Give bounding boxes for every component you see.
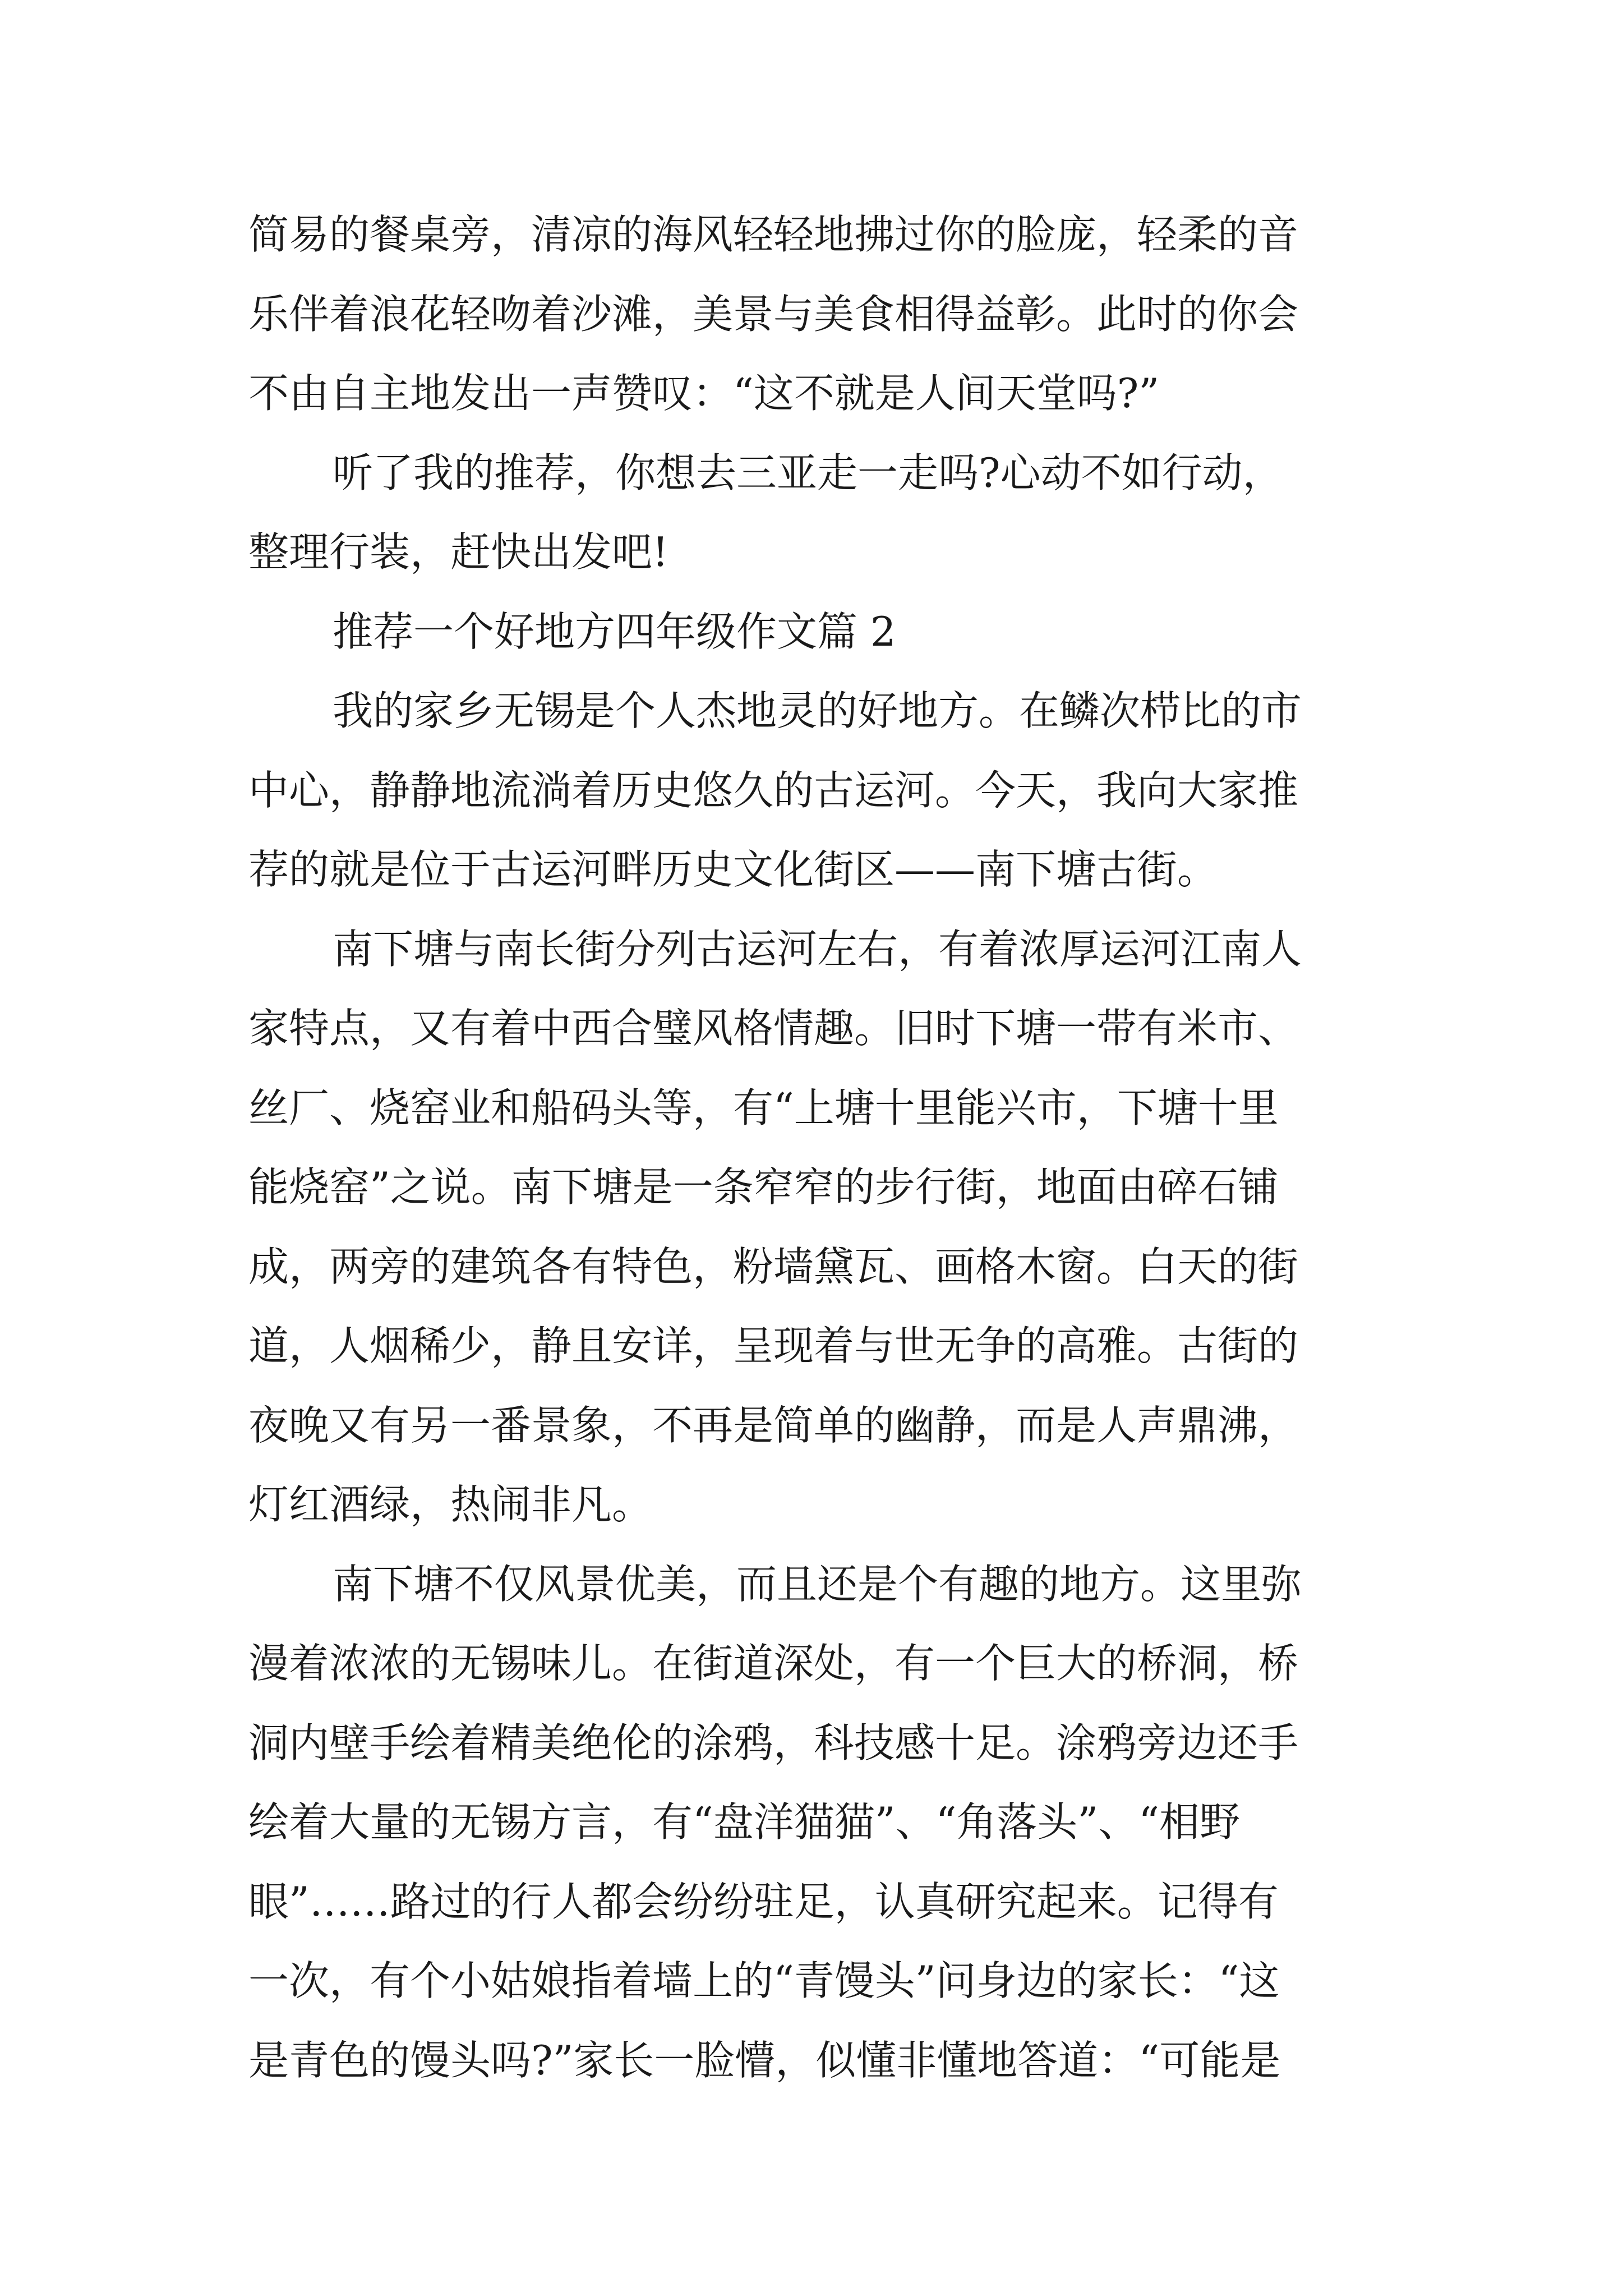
text-line: 家特点，又有着中西合璧风格情趣。旧时下塘一带有米市、 bbox=[248, 1005, 1299, 1052]
text-line: 整理行装，赶快出发吧! bbox=[248, 528, 668, 576]
text-line: 乐伴着浪花轻吻着沙滩，美景与美食相得益彰。此时的你会 bbox=[248, 290, 1299, 338]
text-line: 丝厂、烧窑业和船码头等，有“上塘十里能兴市，下塘十里 bbox=[248, 1084, 1279, 1131]
text-line: 成，两旁的建筑各有特色，粉墙黛瓦、画格木窗。白天的街 bbox=[248, 1243, 1299, 1290]
text-line: 夜晚又有另一番景象，不再是简单的幽静，而是人声鼎沸， bbox=[248, 1401, 1299, 1449]
text-line: 一次，有个小姑娘指着墙上的“青馒头”问身边的家长：“这 bbox=[248, 1957, 1280, 2004]
paragraph-first-line: 听了我的推荐，你想去三亚走一走吗?心动不如行动， bbox=[333, 449, 1283, 496]
essay-body bbox=[248, 195, 1390, 2100]
text-line: 不由自主地发出一声赞叹：“这不就是人间天堂吗?” bbox=[248, 370, 1160, 417]
text-line: 眼”……路过的行人都会纷纷驻足，认真研究起来。记得有 bbox=[248, 1878, 1279, 1925]
text-line: 道，人烟稀少，静且安详，呈现着与世无争的高雅。古街的 bbox=[248, 1322, 1299, 1369]
text-line: 能烧窑”之说。南下塘是一条窄窄的步行街，地面由碎石铺 bbox=[248, 1163, 1279, 1211]
text-line: 荐的就是位于古运河畔历史文化街区——南下塘古街。 bbox=[248, 846, 1218, 893]
text-line: 中心，静静地流淌着历史悠久的古运河。今天，我向大家推 bbox=[248, 766, 1299, 814]
paragraph-first-line: 南下塘与南长街分列古运河左右，有着浓厚运河江南人 bbox=[333, 925, 1302, 973]
text-line: 是青色的馒头吗?”家长一脸懵，似懂非懂地答道：“可能是 bbox=[248, 2036, 1281, 2084]
text-line: 绘着大量的无锡方言，有“盘洋猫猫”、“角落头”、“相野 bbox=[248, 1798, 1241, 1846]
text-line: 漫着浓浓的无锡味儿。在街道深处，有一个巨大的桥洞，桥 bbox=[248, 1640, 1299, 1687]
paragraph-first-line: 南下塘不仅风景优美，而且还是个有趣的地方。这里弥 bbox=[333, 1560, 1302, 1608]
paragraph-first-line: 我的家乡无锡是个人杰地灵的好地方。在鳞次栉比的市 bbox=[333, 687, 1302, 734]
text-line: 简易的餐桌旁，清凉的海风轻轻地拂过你的脸庞，轻柔的音 bbox=[248, 211, 1299, 258]
text-line: 灯红酒绿，热闹非凡。 bbox=[248, 1481, 653, 1528]
text-line: 洞内壁手绘着精美绝伦的涂鸦，科技感十足。涂鸦旁边还手 bbox=[248, 1719, 1299, 1766]
paragraph-first-line: 推荐一个好地方四年级作文篇 2 bbox=[333, 608, 896, 655]
